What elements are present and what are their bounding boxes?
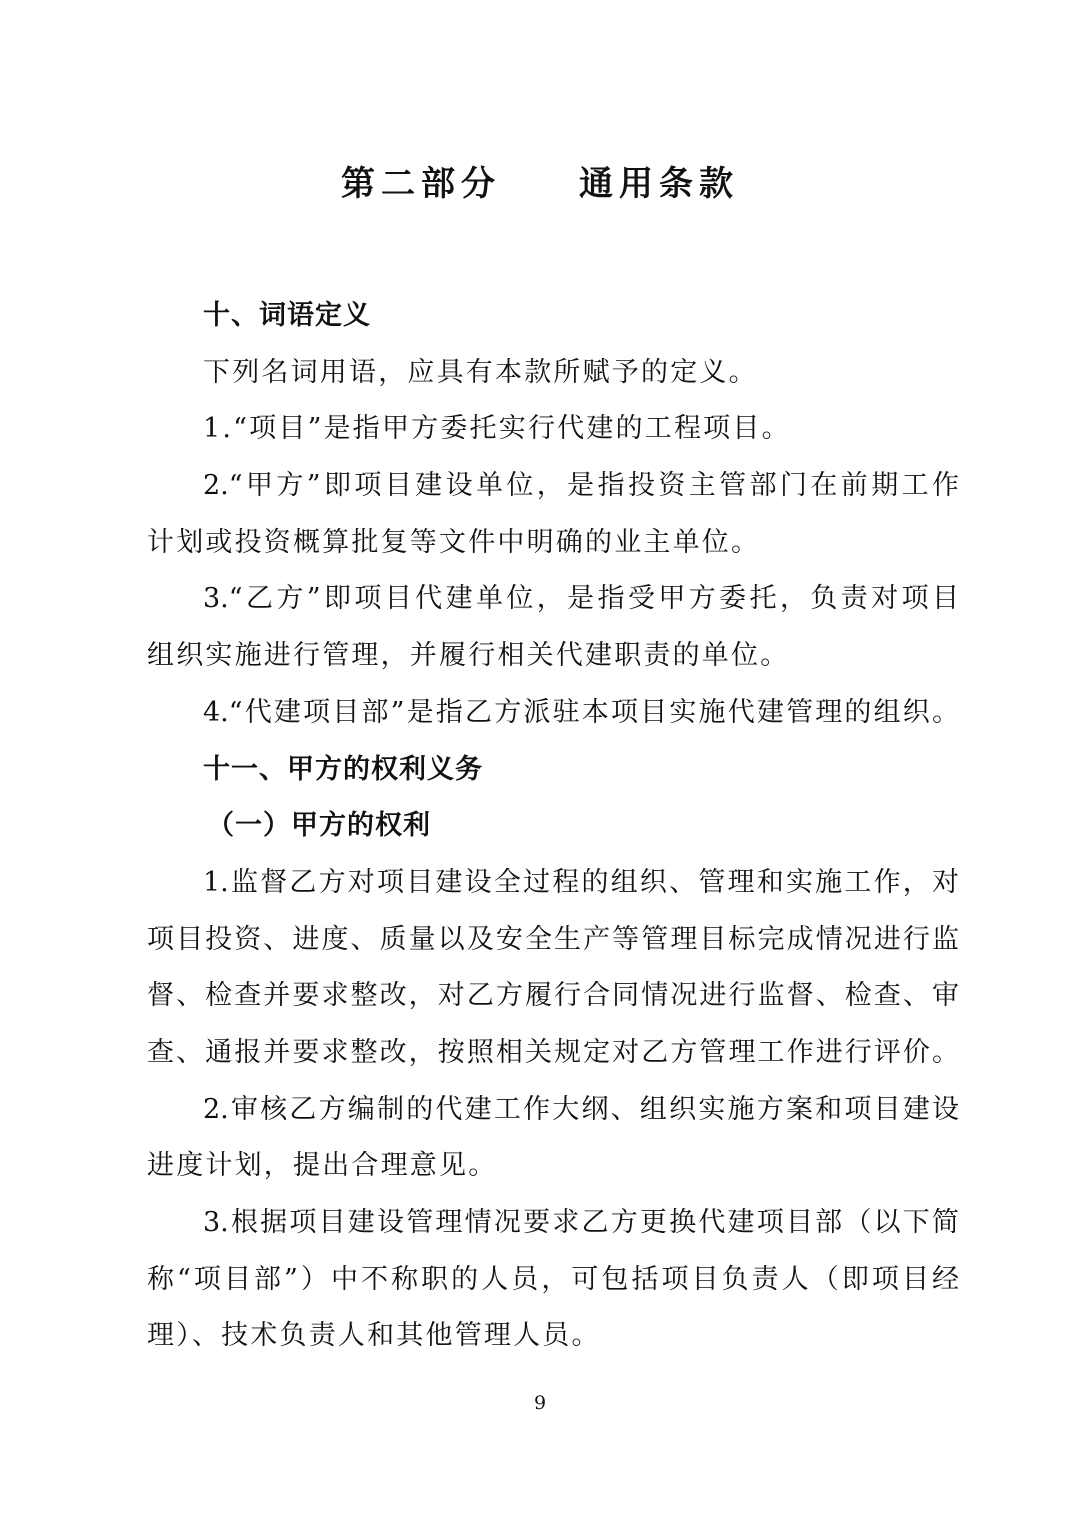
part-title-name: 通用条款 [579, 164, 739, 204]
section-heading-definitions: 十、词语定义 [203, 300, 371, 331]
paragraph-line: 3.“乙方”即项目代建单位，是指受甲方委托，负责对项目 [203, 583, 959, 615]
part-title-part: 第二部分 [341, 164, 501, 204]
page-number: 9 [533, 1392, 547, 1414]
paragraph-line: 进度计划，提出合理意见。 [147, 1150, 498, 1182]
paragraph-line: 查、通报并要求整改，按照相关规定对乙方管理工作进行评价。 [147, 1036, 959, 1068]
paragraph-line: 督、检查并要求整改，对乙方履行合同情况进行监督、检查、审 [147, 980, 959, 1012]
paragraph-line: 2.审核乙方编制的代建工作大纲、组织实施方案和项目建设 [203, 1093, 959, 1125]
paragraph-line: 2.“甲方”即项目建设单位，是指投资主管部门在前期工作 [203, 470, 959, 502]
paragraph-line: 3.根据项目建设管理情况要求乙方更换代建项目部（以下简 [203, 1207, 959, 1238]
paragraph-line: 4.“代建项目部”是指乙方派驻本项目实施代建管理的组织。 [203, 696, 959, 728]
section-heading-rights-obligations: 十一、甲方的权利义务 [203, 753, 483, 785]
paragraph-line: 理）、技术负责人和其他管理人员。 [147, 1320, 601, 1352]
paragraph-line: 1.“项目”是指甲方委托实行代建的工程项目。 [203, 413, 791, 445]
paragraph-line: 1.监督乙方对项目建设全过程的组织、管理和实施工作，对 [203, 866, 959, 898]
part-title [0, 160, 1080, 208]
paragraph-line: 称“项目部”）中不称职的人员，可包括项目负责人（即项目经 [147, 1263, 959, 1295]
paragraph-line: 组织实施进行管理，并履行相关代建职责的单位。 [147, 640, 790, 672]
paragraph-line: 项目投资、进度、质量以及安全生产等管理目标完成情况进行监 [147, 923, 959, 955]
subsection-heading-rights: （一）甲方的权利 [207, 810, 431, 842]
paragraph-line: 下列名词用语，应具有本款所赋予的定义。 [203, 356, 758, 388]
body-text [147, 288, 959, 1365]
paragraph-line: 计划或投资概算批复等文件中明确的业主单位。 [147, 526, 761, 558]
